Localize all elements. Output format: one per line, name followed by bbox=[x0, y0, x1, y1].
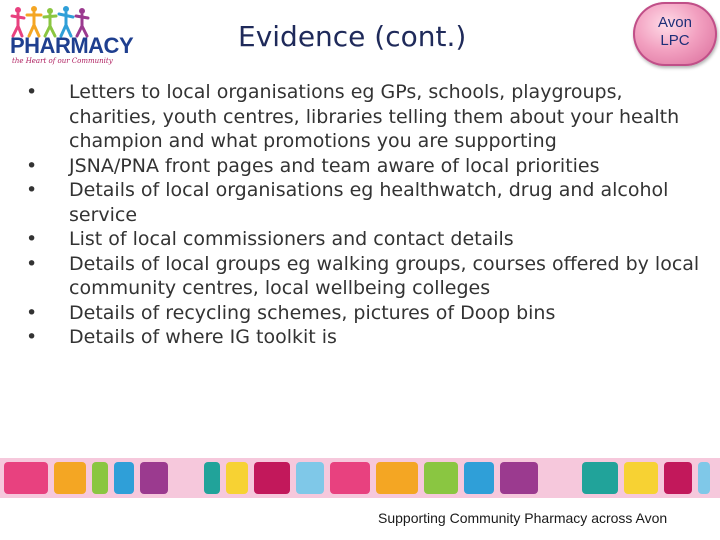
decorative-stripes bbox=[0, 458, 720, 498]
stripe-segment bbox=[4, 462, 48, 494]
stripe-segment bbox=[698, 462, 710, 494]
bullet-text: Details of local organisations eg healthwatch, drug and alcohol service bbox=[69, 179, 669, 226]
bullet-icon: • bbox=[26, 301, 38, 324]
stripe-segment bbox=[500, 462, 538, 494]
pharmacy-logo bbox=[6, 4, 134, 65]
stripe-segment bbox=[114, 462, 134, 494]
bullet-icon: • bbox=[26, 228, 38, 250]
bullet-icon: • bbox=[26, 179, 38, 201]
stripe-segment bbox=[582, 462, 618, 494]
footer-text: Supporting Community Pharmacy across Avon bbox=[378, 510, 668, 526]
bullet-item bbox=[26, 301, 706, 326]
bullet-text: List of local commissioners and contact details bbox=[69, 228, 514, 250]
bullet-list bbox=[26, 80, 706, 350]
bullet-icon: • bbox=[26, 154, 38, 177]
bullet-text: JSNA/PNA front pages and team aware of local priorities bbox=[69, 154, 600, 177]
bullet-text: Details of recycling schemes, pictures of Doop bins bbox=[69, 301, 556, 324]
stripe-segment bbox=[330, 462, 370, 494]
bullet-text: Letters to local organisations eg GPs, schools, playgroups, charities, youth centres, libraries telling them about your health champion and what promotions you are supporting bbox=[69, 81, 680, 152]
slide-title: Evidence (cont.) bbox=[238, 20, 467, 53]
bullet-icon: • bbox=[26, 252, 38, 275]
bullet-item bbox=[26, 178, 706, 227]
bullet-item bbox=[26, 252, 706, 301]
stripe-segment bbox=[254, 462, 290, 494]
stripe-segment bbox=[140, 462, 168, 494]
bullet-item bbox=[26, 154, 706, 179]
stripe-segment bbox=[54, 462, 86, 494]
stripe-segment bbox=[544, 462, 576, 494]
bullet-text: Details of where IG toolkit is bbox=[69, 326, 337, 348]
badge-line-2: LPC bbox=[660, 32, 690, 49]
logo-wordmark: PHARMACY bbox=[10, 33, 134, 58]
stripe-segment bbox=[424, 462, 458, 494]
bullet-item bbox=[26, 325, 706, 350]
bullet-item bbox=[26, 80, 706, 154]
logo-tagline: the Heart of our Community bbox=[12, 57, 113, 65]
bullet-text: Details of local groups eg walking groups, courses offered by local community centres, local wellbeing colleges bbox=[69, 252, 700, 299]
bullet-item bbox=[26, 227, 706, 252]
stripe-segment bbox=[204, 462, 220, 494]
stripe-segment bbox=[664, 462, 692, 494]
stripe-segment bbox=[624, 462, 658, 494]
bullet-icon: • bbox=[26, 81, 38, 103]
stripe-segment bbox=[226, 462, 248, 494]
bullet-icon: • bbox=[26, 326, 38, 348]
stripe-segment bbox=[92, 462, 108, 494]
stripe-segment bbox=[296, 462, 324, 494]
stripe-segment bbox=[376, 462, 418, 494]
stripe-segment bbox=[464, 462, 494, 494]
badge-line-1: Avon bbox=[658, 14, 692, 31]
stripe-segment bbox=[174, 462, 198, 494]
avon-lpc-badge bbox=[633, 2, 717, 66]
